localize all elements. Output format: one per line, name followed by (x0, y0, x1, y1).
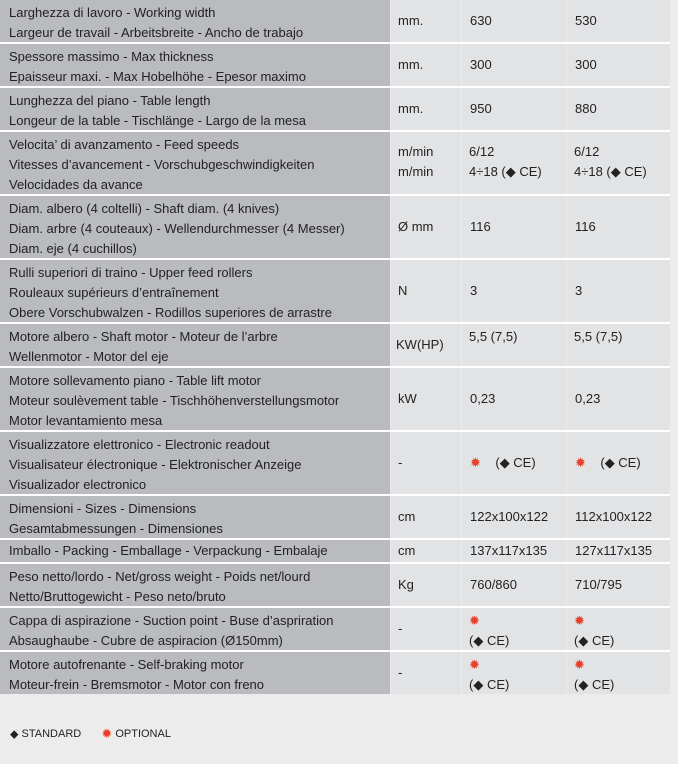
row-unit: kW (391, 368, 461, 430)
row-value-1: 122x100x122 (462, 496, 566, 538)
optional-asterisk-icon: ✹ (469, 613, 480, 628)
row-unit: mm. (391, 0, 461, 42)
table-row (0, 324, 670, 368)
row-value-1: 950 (462, 88, 566, 130)
optional-asterisk-icon: ✹ (469, 657, 480, 672)
row-value-1: ✹ (◆ CE) (462, 608, 566, 650)
row-unit: - (391, 608, 461, 650)
row-label: Motore sollevamento piano - Table lift motor Moteur soulèvement table - Tischhöhenverstellungsmotor Motor levantamiento mesa (0, 368, 390, 430)
row-label: Rulli superiori di traino - Upper feed rollers Rouleaux supérieurs d’entraînement Obere Vorschubwalzen - Rodillos superiores de arrastre (0, 260, 390, 322)
row-label: Motore autofrenante - Self-braking motor Moteur-frein - Bremsmotor - Motor con freno (0, 652, 390, 694)
row-value-2: 127x117x135 (567, 540, 670, 562)
optional-asterisk-icon: ✹ (101, 726, 113, 741)
row-value-1: 5,5 (7,5) (462, 324, 566, 366)
row-unit: N (391, 260, 461, 322)
standard-diamond-icon: ◆ (10, 728, 19, 741)
row-value-1: 137x117x135 (462, 540, 566, 562)
row-label: Imballo - Packing - Emballage - Verpackung - Embalaje (0, 540, 390, 562)
row-value-2: 710/795 (567, 564, 670, 606)
row-value-1: 630 (462, 0, 566, 42)
table-row (0, 0, 670, 44)
row-label: Motore albero - Shaft motor - Moteur de l’arbre Wellenmotor - Motor del eje (0, 324, 390, 366)
table-row (0, 432, 670, 496)
row-label: Spessore massimo - Max thickness Epaisseur maxi. - Max Hobelhöhe - Epesor maximo (0, 44, 390, 86)
row-value-2: ✹ (◆ CE) (567, 608, 670, 650)
row-unit: - (391, 652, 461, 694)
row-value-2: ✹ (◆ CE) (567, 432, 670, 494)
row-unit: mm. (391, 88, 461, 130)
optional-asterisk-icon: ✹ (574, 613, 585, 628)
row-value-2: 0,23 (567, 368, 670, 430)
row-label: Lunghezza del piano - Table length Longeur de la table - Tischlänge - Largo de la mesa (0, 88, 390, 130)
table-row (0, 196, 670, 260)
row-label: Diam. albero (4 coltelli) - Shaft diam. (4 knives) Diam. arbre (4 couteaux) - Wellendurchmesser (4 Messer) Diam. eje (4 cuchillos) (0, 196, 390, 258)
row-value-1: ✹ (◆ CE) (462, 652, 566, 694)
table-row (0, 564, 670, 608)
row-value-2: 116 (567, 196, 670, 258)
row-unit: Kg (391, 564, 461, 606)
row-unit: cm (391, 496, 461, 538)
row-unit: m/min m/min (391, 132, 461, 194)
row-unit: - (391, 432, 461, 494)
legend-standard-label: STANDARD (21, 728, 82, 740)
table-row (0, 652, 670, 694)
row-label: Visualizzatore elettronico - Electronic readout Visualisateur électronique - Elektronischer Anzeige Visualizador electronico (0, 432, 390, 494)
row-unit: cm (391, 540, 461, 562)
row-value-2: 880 (567, 88, 670, 130)
row-value-1: 0,23 (462, 368, 566, 430)
row-unit: Ø mm (391, 196, 461, 258)
row-label: Velocita’ di avanzamento - Feed speeds Vitesses d’avancement - Vorschubgeschwindigkeiten Velocidades da avance (0, 132, 390, 194)
table-row (0, 496, 670, 540)
row-value-2: ✹ (◆ CE) (567, 652, 670, 694)
row-label: Cappa di aspirazione - Suction point - Buse d’aspriration Absaughaube - Cubre de aspiracion (Ø150mm) (0, 608, 390, 650)
table-row (0, 540, 670, 564)
table-row (0, 608, 670, 652)
row-value-1: 116 (462, 196, 566, 258)
optional-asterisk-icon: ✹ (470, 455, 481, 470)
table-row (0, 132, 670, 196)
row-unit: KW(HP) (391, 324, 461, 366)
table-row (0, 44, 670, 88)
row-value-2: 300 (567, 44, 670, 86)
row-value-2: 112x100x122 (567, 496, 670, 538)
row-value-1: 760/860 (462, 564, 566, 606)
row-unit: mm. (391, 44, 461, 86)
table-row (0, 88, 670, 132)
legend (10, 726, 171, 742)
row-value-2: 530 (567, 0, 670, 42)
row-label: Peso netto/lordo - Net/gross weight - Poids net/lourd Netto/Bruttogewicht - Peso neto/bruto (0, 564, 390, 606)
optional-asterisk-icon: ✹ (575, 455, 586, 470)
legend-optional-label: OPTIONAL (115, 728, 171, 740)
row-value-2: 3 (567, 260, 670, 322)
row-value-1: 300 (462, 44, 566, 86)
row-value-2: 5,5 (7,5) (567, 324, 670, 366)
optional-asterisk-icon: ✹ (574, 657, 585, 672)
table-row (0, 260, 670, 324)
table-row (0, 368, 670, 432)
row-value-1: 3 (462, 260, 566, 322)
row-label: Dimensioni - Sizes - Dimensions Gesamtabmessungen - Dimensiones (0, 496, 390, 538)
row-value-1: ✹ (◆ CE) (462, 432, 566, 494)
row-value-2: 6/12 4÷18 (◆ CE) (567, 132, 670, 194)
row-value-1: 6/12 4÷18 (◆ CE) (462, 132, 566, 194)
row-label: Larghezza di lavoro - Working width Largeur de travail - Arbeitsbreite - Ancho de trabajo (0, 0, 390, 42)
